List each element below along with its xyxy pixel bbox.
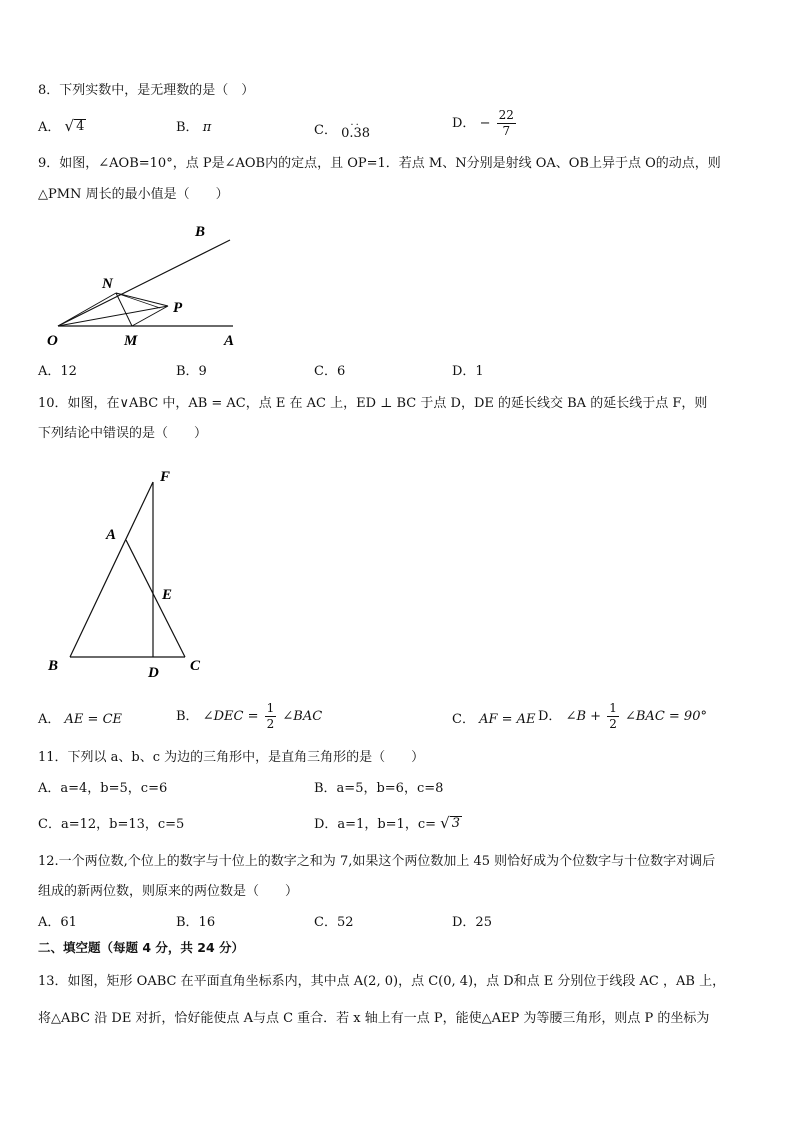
q8-option-b: [176, 118, 211, 138]
fraction: [607, 701, 619, 732]
q10-a-label: A．: [38, 712, 61, 727]
q8-d-num: 22: [498, 108, 514, 122]
q8-c-value: 0.38: [341, 126, 371, 141]
ray-ob: [58, 240, 230, 326]
q12-option-b: B．16: [176, 915, 216, 930]
repeating-decimal: [341, 119, 370, 141]
q11-d-sqrt: 3: [451, 816, 460, 831]
q8-option-c: [314, 112, 370, 141]
line-ac: [126, 540, 185, 657]
label-p: P: [173, 300, 183, 316]
q10-c-expr: AF = AE: [479, 712, 536, 727]
q8-c-label: C．: [314, 123, 337, 138]
q9-option-c: C．6: [314, 364, 346, 379]
fraction: [497, 108, 516, 139]
q12-option-d: D．25: [452, 915, 492, 930]
q10-b-post: ∠BAC: [282, 709, 323, 724]
q10-option-d: [538, 701, 707, 732]
q8-b-label: B．: [176, 120, 199, 135]
label-e: E: [162, 587, 173, 603]
q11-d-pre: D．a=1，b=1，c=: [314, 817, 436, 832]
q9-line2: △PMN 周长的最小值是（ ）: [38, 187, 229, 202]
q8-a-label: A．: [38, 120, 61, 135]
sqrt-symbol: √ 3: [440, 814, 460, 832]
q10-option-a: [38, 710, 122, 730]
q8-d-den: 7: [502, 124, 511, 138]
q12-line1: 12.一个两位数,个位上的数字与十位上的数字之和为 7,如果这个两位数加上 45 则恰好成为个位数字与十位数字对调后: [38, 854, 716, 869]
q10-option-b: [176, 701, 322, 732]
q8-option-a: [38, 118, 86, 138]
q10-d-pre: ∠B +: [565, 709, 602, 724]
q10-b-pre: ∠DEC =: [202, 709, 259, 724]
q10-a-expr: AE = CE: [64, 712, 123, 727]
q9-option-d: D．1: [452, 364, 484, 379]
q12-option-c: C．52: [314, 915, 354, 930]
q9-line1: 9．如图，∠AOB=10°，点 P是∠AOB内的定点，且 OP=1．若点 M、N分别是射线 OA、OB上异于点 O的动点，则: [38, 156, 721, 171]
fraction: [265, 701, 277, 732]
q8-d-label: D．: [452, 116, 476, 131]
q13-line2: 将△ABC 沿 DE 对折，恰好能使点 A与点 C 重合．若 x 轴上有一点 P，能使△AEP 为等腰三角形，则点 P 的坐标为: [38, 1011, 710, 1026]
segment-op: [58, 306, 168, 326]
label-a: A: [106, 527, 117, 543]
q10-c-label: C．: [452, 712, 475, 727]
repeat-dots: ..: [350, 117, 361, 128]
q8-option-d: [452, 108, 518, 139]
q11-option-a: A．a=4，b=5，c=6: [38, 781, 168, 796]
q11-option-b: B．a=5，b=6，c=8: [314, 781, 444, 796]
q10-b-label: B．: [176, 709, 199, 724]
label-n: N: [102, 276, 113, 292]
triangle-figure: [40, 465, 220, 685]
q11-stem: 11．下列以 a、b、c 为边的三角形中，是直角三角形的是（ ）: [38, 750, 425, 765]
sqrt-symbol: √ 4: [64, 117, 85, 135]
label-o: O: [47, 333, 58, 349]
q8-b-value: π: [202, 120, 212, 135]
label-d: D: [148, 665, 159, 681]
section-heading: 二、填空题（每题 4 分，共 24 分）: [38, 940, 245, 955]
label-m: M: [124, 333, 138, 349]
q10-d-den: 2: [609, 717, 617, 731]
q8-a-value: 4: [76, 119, 85, 134]
q11-option-c: C．a=12，b=13，c=5: [38, 817, 185, 832]
q8-stem: 8．下列实数中，是无理数的是（ ）: [38, 83, 255, 98]
q10-d-label: D．: [538, 709, 562, 724]
q10-line1: 10．如图，在∨ABC 中，AB = AC，点 E 在 AC 上，ED ⊥ BC 于点 D，DE 的延长线交 BA 的延长线于点 F，则: [38, 396, 708, 411]
label-c: C: [190, 658, 201, 674]
q11-option-d: [314, 815, 462, 835]
q10-d-post: ∠BAC = 90°: [624, 709, 707, 724]
label-a: A: [224, 333, 235, 349]
q13-line1: 13．如图，矩形 OABC 在平面直角坐标系内，其中点 A(2, 0)，点 C(0, 4)，点 D和点 E 分别位于线段 AC ，AB 上，: [38, 974, 726, 989]
label-b: B: [195, 224, 206, 240]
label-f: F: [160, 469, 171, 485]
q9-option-b: B．9: [176, 364, 207, 379]
angle-figure: [40, 220, 250, 350]
label-b: B: [48, 658, 59, 674]
q8-d-sign: −: [479, 116, 491, 131]
q12-option-a: A．61: [38, 915, 77, 930]
segment-np: [116, 293, 168, 306]
q9-option-a: A．12: [38, 364, 77, 379]
q10-line2: 下列结论中错误的是（ ）: [38, 426, 208, 441]
q10-d-num: 1: [609, 701, 617, 715]
q10-option-c: [452, 710, 536, 730]
q10-b-num: 1: [266, 701, 275, 715]
q12-line2: 组成的新两位数，则原来的两位数是（ ）: [38, 884, 299, 899]
q10-b-den: 2: [266, 717, 275, 731]
